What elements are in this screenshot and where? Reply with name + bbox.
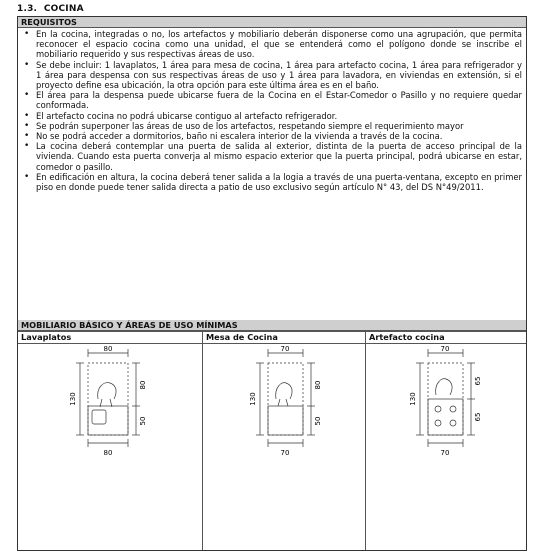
column-divider	[365, 331, 366, 550]
lavaplatos-diagram	[58, 343, 178, 463]
dim-bottom: 70	[280, 449, 290, 457]
dim-left: 130	[409, 392, 417, 406]
column-header-mesa: Mesa de Cocina	[202, 332, 368, 343]
dim-right-upper: 80	[314, 380, 322, 390]
column-divider	[202, 331, 203, 550]
artefacto-cocina-diagram	[398, 343, 518, 463]
requirements-table	[17, 16, 527, 551]
requisitos-list	[18, 28, 526, 192]
dim-top: 70	[280, 345, 290, 353]
requisito-item: • La cocina deberá contemplar una puerta de salida al exterior, distinta de la puerta de acceso principal de la vivienda. Cuando esta puerta converja al mismo espacio exterior que la puerta principal, podrá ubicarse en estar, comedor o pasillo.	[36, 141, 522, 172]
dim-bottom: 80	[103, 449, 113, 457]
column-header-lavaplatos: Lavaplatos	[21, 332, 72, 342]
dim-bottom: 70	[440, 449, 450, 457]
dim-top: 70	[440, 345, 450, 353]
requisito-item: • En edificación en altura, la cocina deberá tener salida a la logia a través de una puerta-ventana, excepto en primer piso en donde puede tener salida directa a patio de uso exclusivo según artículo N° 43, del DS N°49/2011.	[36, 172, 522, 192]
section-title: COCINA	[43, 4, 84, 14]
section-number: 1.3.	[17, 4, 38, 14]
dim-left: 130	[249, 392, 257, 406]
column-header-artefacto: Artefacto cocina	[365, 332, 527, 343]
requisitos-header: REQUISITOS	[18, 17, 526, 28]
requisito-item: • Se debe incluir: 1 lavaplatos, 1 área para mesa de cocina, 1 área para artefacto cocina, 1 área para refrigerador y 1 área para despensa con sus respectivas áreas de uso y 1 área para lavadora, en viviendas en extensión, si el proyecto define esa ubicación, la otra opción para este última área es en el baño.	[36, 60, 522, 91]
requisito-item: • Se podrán superponer las áreas de uso de los artefactos, respetando siempre el requerimiento mayor	[36, 121, 522, 131]
dim-right-lower: 50	[139, 416, 147, 426]
section-heading	[17, 4, 84, 14]
requisito-item: • El artefacto cocina no podrá ubicarse contiguo al artefacto refrigerador.	[36, 111, 522, 121]
dim-top: 80	[103, 345, 113, 353]
dim-right-upper: 80	[139, 380, 147, 390]
dim-right-lower: 50	[314, 416, 322, 426]
requisito-item: • No se podrá acceder a dormitorios, baño ni escalera interior de la vivienda a través de la cocina.	[36, 131, 522, 141]
dim-right-lower: 65	[474, 412, 482, 422]
requisito-item: • El área para la despensa puede ubicarse fuera de la Cocina en el Estar-Comedor o Pasillo y no requiere quedar conformada.	[36, 90, 522, 110]
requisito-item: • En la cocina, integradas o no, los artefactos y mobiliario deberán disponerse como una agrupación, que permita reconocer el espacio cocina como una unidad, el que se entenderá como el polígono donde se inscribe el mobiliario requerido y sus respectivas áreas de uso.	[36, 29, 522, 60]
mobiliario-header: MOBILIARIO BÁSICO Y ÁREAS DE USO MÍNIMAS	[18, 320, 526, 331]
dim-right-upper: 65	[474, 376, 482, 386]
dim-left: 130	[69, 392, 77, 406]
mesa-cocina-diagram	[238, 343, 358, 463]
